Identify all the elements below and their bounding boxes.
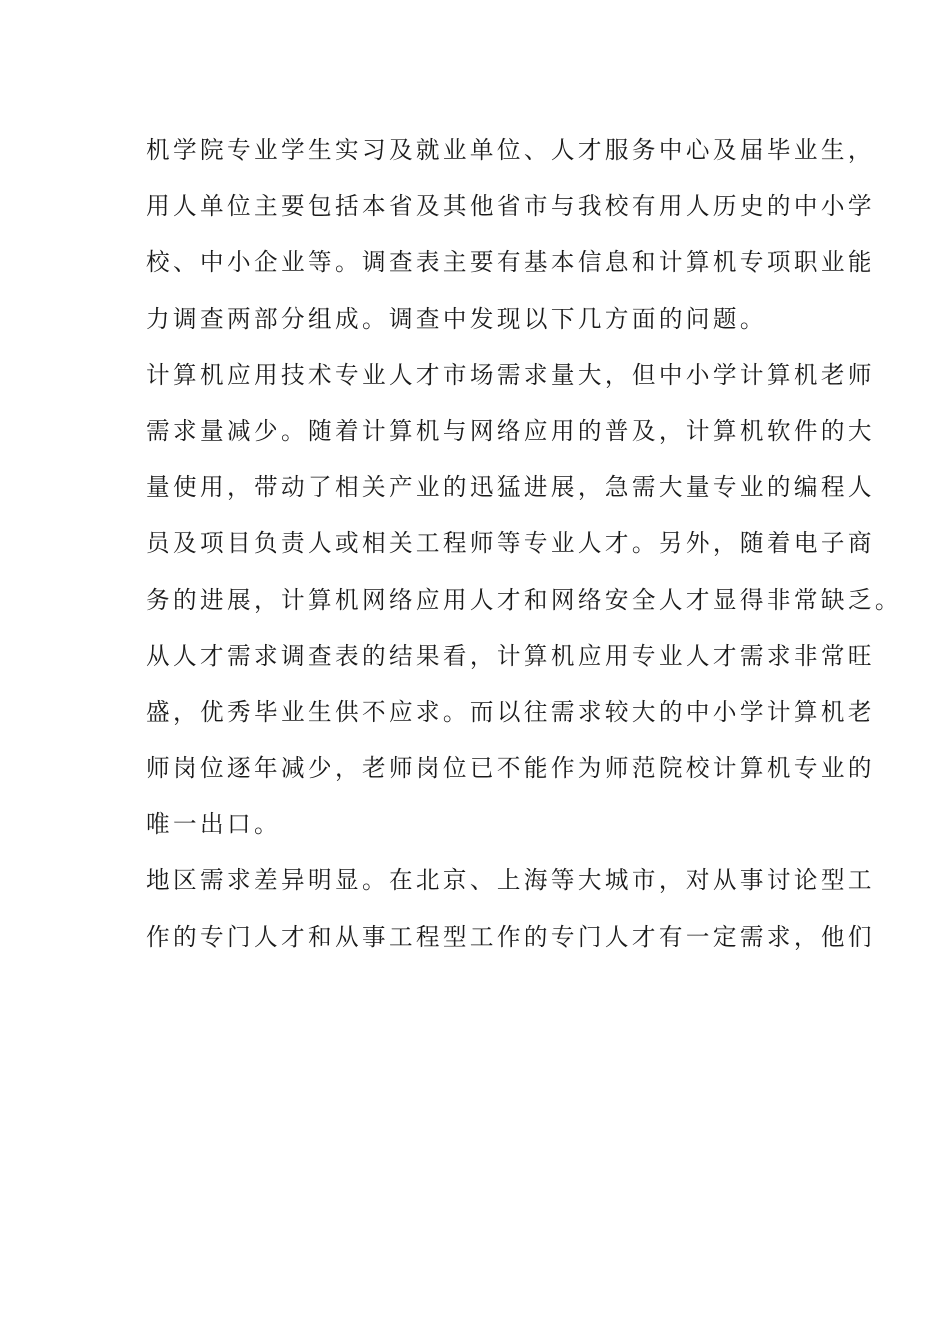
text-line: 作的专门人才和从事工程型工作的专门人才有一定需求，他们 [146,922,875,951]
text-line: 量使用，带动了相关产业的迅猛进展，急需大量专业的编程人 [146,473,875,502]
text-line: 员及项目负责人或相关工程师等专业人才。另外，随着电子商 [146,529,875,558]
text-line: 盛，优秀毕业生供不应求。而以往需求较大的中小学计算机老 [146,697,875,726]
text-line: 力调查两部分组成。调查中发现以下几方面的问题。 [146,304,767,333]
text-line: 唯一出口。 [146,810,281,839]
text-line: 从人才需求调查表的结果看，计算机应用专业人才需求非常旺 [146,641,875,670]
text-line: 地区需求差异明显。在北京、上海等大城市，对从事讨论型工 [146,866,875,895]
text-line: 务的进展，计算机网络应用人才和网络安全人才显得非常缺乏。 [146,585,902,614]
text-line: 用人单位主要包括本省及其他省市与我校有用人历史的中小学 [146,192,875,221]
document-body [146,128,902,971]
text-line: 师岗位逐年减少，老师岗位已不能作为师范院校计算机专业的 [146,754,875,783]
text-line: 需求量减少。随着计算机与网络应用的普及，计算机软件的大 [146,416,875,445]
text-line: 校、中小企业等。调查表主要有基本信息和计算机专项职业能 [146,248,875,277]
text-line: 机学院专业学生实习及就业单位、人才服务中心及届毕业生， [146,136,875,164]
text-line: 计算机应用技术专业人才市场需求量大，但中小学计算机老师 [146,360,875,389]
